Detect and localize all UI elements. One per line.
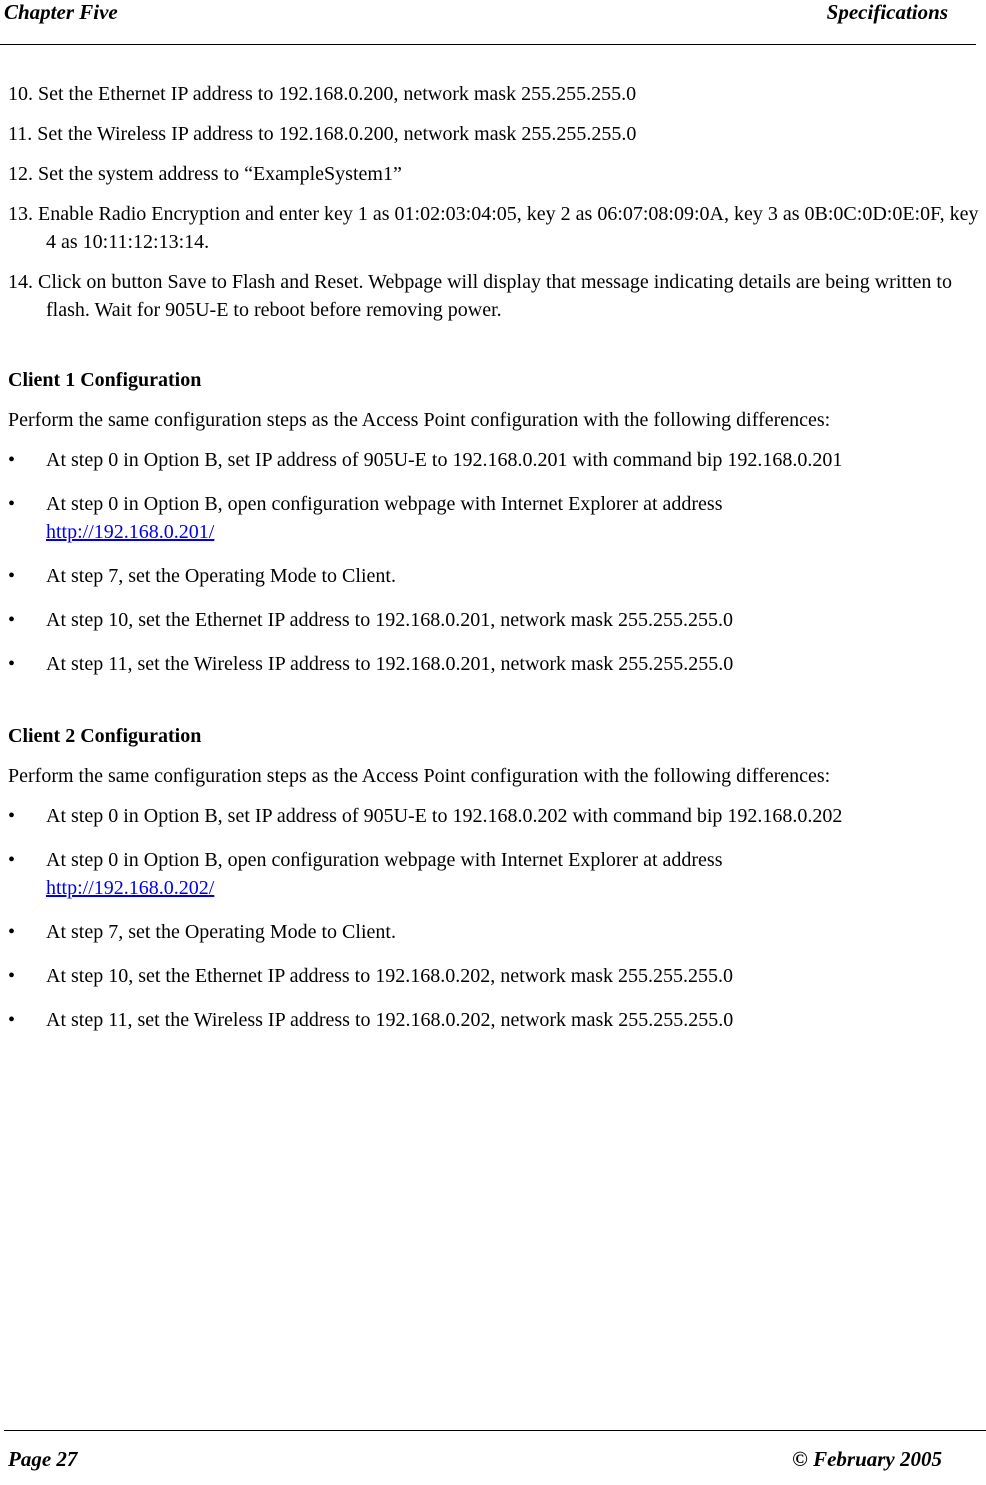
bullet-text: At step 11, set the Wireless IP address to 192.168.0.201, network mask 255.255.255.0: [46, 653, 734, 675]
bullet-text: At step 0 in Option B, set IP address of 905U-E to 192.168.0.202 with command bip 192.168.0.202: [46, 805, 843, 827]
bullet-icon: •: [8, 1009, 16, 1031]
client2-bullet: [8, 802, 982, 830]
client2-heading: Client 2 Configuration: [8, 725, 202, 747]
client1-heading: Client 1 Configuration: [8, 369, 202, 391]
bullet-icon: •: [8, 609, 16, 631]
step-item: [8, 268, 982, 324]
step-number: 10.: [8, 83, 33, 105]
step-item: [8, 80, 982, 108]
client1-bullet: [8, 606, 982, 634]
step-text: Set the Wireless IP address to 192.168.0.200, network mask 255.255.255.0: [37, 123, 637, 145]
client2-bullet: [8, 1006, 982, 1034]
bullet-text: At step 0 in Option B, open configuration webpage with Internet Explorer at address: [46, 493, 723, 515]
bullet-text: At step 0 in Option B, set IP address of 905U-E to 192.168.0.201 with command bip 192.168.0.201: [46, 449, 843, 471]
step-number: 12.: [8, 163, 33, 185]
bullet-text: At step 7, set the Operating Mode to Client.: [46, 565, 396, 587]
bullet-icon: •: [8, 565, 16, 587]
bullet-text: At step 10, set the Ethernet IP address to 192.168.0.201, network mask 255.255.255.0: [46, 609, 733, 631]
config-webpage-link[interactable]: http://192.168.0.202/: [46, 877, 215, 899]
page-content: [8, 80, 982, 1050]
client1-bullet: [8, 562, 982, 590]
client2-bullet: [8, 962, 982, 990]
client1-bullet: [8, 446, 982, 474]
bullet-icon: •: [8, 921, 16, 943]
step-item: [8, 200, 982, 256]
bullet-icon: •: [8, 653, 16, 675]
bullet-icon: •: [8, 493, 16, 515]
bullet-text: At step 7, set the Operating Mode to Client.: [46, 921, 396, 943]
bullet-text: At step 0 in Option B, open configuration webpage with Internet Explorer at address: [46, 849, 723, 871]
page-number: Page 27: [8, 1447, 78, 1471]
step-number: 13.: [8, 203, 33, 225]
client1-bullet: [8, 650, 982, 678]
section-title-header: Specifications: [826, 0, 948, 24]
bullet-icon: •: [8, 805, 16, 827]
bullet-icon: •: [8, 849, 16, 871]
step-item: [8, 160, 982, 188]
step-text: Enable Radio Encryption and enter key 1 as 01:02:03:04:05, key 2 as 06:07:08:09:0A, key 3 as 0B:0C:0D:0E:0F, key 4 as 10:11:12:13:14.: [38, 203, 979, 253]
page-footer: [4, 1430, 986, 1485]
bullet-text: At step 11, set the Wireless IP address to 192.168.0.202, network mask 255.255.255.0: [46, 1009, 734, 1031]
chapter-title: Chapter Five: [4, 0, 118, 24]
client2-intro: Perform the same configuration steps as the Access Point configuration with the following differences:: [8, 765, 831, 787]
bullet-icon: •: [8, 449, 16, 471]
bullet-icon: •: [8, 965, 16, 987]
step-text: Set the system address to “ExampleSystem1”: [38, 163, 402, 185]
config-webpage-link[interactable]: http://192.168.0.201/: [46, 521, 215, 543]
bullet-text: At step 10, set the Ethernet IP address to 192.168.0.202, network mask 255.255.255.0: [46, 965, 733, 987]
client1-intro: Perform the same configuration steps as the Access Point configuration with the following differences:: [8, 409, 831, 431]
step-number: 11.: [8, 123, 33, 145]
client2-bullet: [8, 918, 982, 946]
client1-bullet: [8, 490, 982, 546]
step-item: [8, 120, 982, 148]
step-text: Click on button Save to Flash and Reset. Webpage will display that message indicating details are being written to flash. Wait for 905U-E to reboot before removing power.: [38, 271, 952, 321]
client2-bullet: [8, 846, 982, 902]
copyright: © February 2005: [792, 1447, 942, 1471]
step-text: Set the Ethernet IP address to 192.168.0.200, network mask 255.255.255.0: [38, 83, 637, 105]
step-number: 14.: [8, 271, 33, 293]
page-header: [0, 0, 976, 45]
